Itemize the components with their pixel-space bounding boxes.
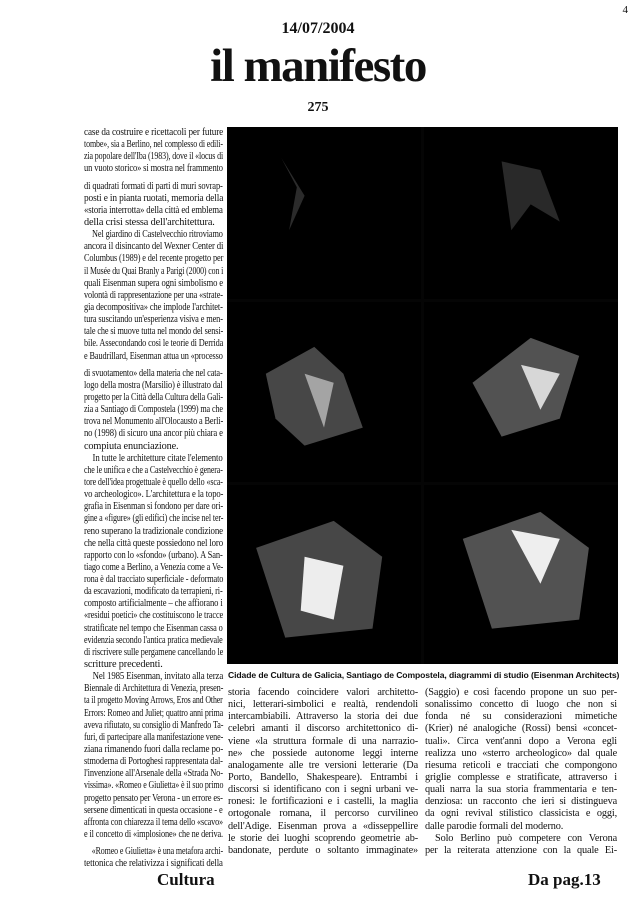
section-label: Cultura: [157, 870, 215, 889]
text-line: di riscrivere sulle pergamene cancellando le: [84, 646, 224, 658]
text-line: fonda né su considerazioni mimetiche: [425, 711, 617, 723]
text-line: vissima». «Romeo e Giulietta» è il suo primo: [84, 780, 224, 792]
text-line: ancora il disincanto del Wexner Center di: [84, 241, 224, 253]
text-line: dell'Adige. Eisenman prova a «disseppellire: [228, 820, 418, 832]
text-line: Porto, Bandello, Shakespeare). Entrambi i: [228, 771, 418, 783]
text-line: volontà di rappresentazione per una «strate-: [84, 289, 223, 301]
issue-number: 275: [307, 100, 329, 115]
diagram-panel: [227, 127, 421, 299]
text-line: affronta con chiarezza il tema dello «scavo»: [84, 816, 224, 828]
text-line: trova nel Monumento all'Olocausto a Berli-: [84, 416, 224, 428]
text-line: «Romeo e Giulietta» è una metafora archi-: [91, 846, 223, 858]
text-line: «residui poetici» che costituiscono le tracce: [84, 610, 224, 622]
text-line: che le unifica e che a Castelvecchio è genera-: [84, 464, 223, 476]
text-line: della crisi stessa dell'architettura.: [84, 216, 215, 228]
text-line: quali narra la sua storia frammentaria e ten-: [425, 784, 617, 796]
text-line: discorsi si identificano con i segni urbani ve-: [228, 784, 418, 796]
text-line: tettonica che relativizza i significati della: [84, 858, 223, 870]
text-line: vo archeologico». L'architettura e la topo-: [84, 489, 224, 501]
text-line: denziosa: un racconto che ieri si distingueva: [425, 796, 617, 808]
text-line: In tutte le architetture citate l'elemento: [92, 452, 223, 464]
text-line: nici, letterari-simbolici e realtà, rendendoli: [228, 699, 418, 711]
text-line: grafia in Eisenman si fondono per dare ori-: [84, 501, 224, 513]
text-line: Errors: Romeo and Juliet; quattro anni prima: [84, 707, 224, 719]
text-line: zia a Santiago di Compostela (1999) ma che: [84, 404, 223, 416]
text-line: case da costruire e ricettacoli per future: [84, 127, 224, 138]
text-line: l'invenzione all'Arsenale della «Strada No-: [84, 768, 223, 780]
text-line: tura suscitando un'esperienza visiva e men-: [84, 314, 223, 326]
diagram-panel: [424, 127, 618, 299]
text-line: progetto pensato per Verona - un errore es-: [84, 792, 223, 804]
text-line: Solo Berlino può competere con Verona: [435, 832, 617, 844]
text-line: gia decompositiva» che implode l'architet-: [84, 301, 223, 313]
text-line: scritture precedenti.: [84, 659, 163, 671]
text-line: Biennale di Architettura di Venezia, presen-: [84, 683, 224, 695]
text-line: celebri amanti il discorso architettonico di-: [228, 723, 418, 735]
text-line: ta il progetto Moving Arrows, Eros and Other: [84, 695, 223, 707]
text-line: e il concetto di «implosione» che ne deriva.: [84, 829, 223, 841]
page-number: 4: [622, 4, 628, 16]
text-line: tore dell'idea progettuale è quello dello «sca-: [84, 476, 223, 488]
text-line: e Baudrillard, Eisenman attua un «processo: [84, 350, 223, 362]
text-line: da escavazioni, modificato da terrapieni, ri-: [84, 586, 223, 598]
text-line: storia facendo coincidere valori architetto-: [228, 687, 418, 698]
text-line: bandonate, perdute o soltanto immaginate»: [228, 844, 418, 856]
issue-date: 14/07/2004: [281, 20, 355, 37]
text-line: posti e in pianta ruotati, memoria della: [84, 192, 224, 204]
text-line: progetto per la Città della Cultura della Gali-: [84, 391, 223, 403]
text-line: quali Eisenman supera ogni simbolismo e: [84, 277, 224, 289]
diagram-panel: [227, 485, 421, 665]
article-column-middle: [228, 687, 418, 857]
text-line: aveva rifiutato, su consiglio di Manfredo Ta-: [84, 719, 224, 731]
text-line: ziana rimanendo fuori dalla reclame po-: [84, 744, 224, 756]
diagram-panel: [227, 302, 421, 482]
text-line: che nella città queste possiedono nel loro: [84, 537, 223, 549]
text-line: no (1998) di sicuro una ancor più chiara e: [84, 428, 223, 440]
text-line: bile. Assecondando così le teorie di Derrida: [84, 338, 224, 350]
text-line: stratificate nel tempo che Eisenman cassa o: [84, 622, 223, 634]
text-line: viene «la struttura formale di una narrazio-: [228, 735, 418, 747]
continued-from-label: Da pag.13: [528, 870, 601, 889]
text-line: ortogonale romana, il percorso curvilineo: [228, 808, 418, 820]
text-line: da ogni revival stilistico classicista e oggi,: [425, 808, 617, 820]
masthead: il manifesto: [210, 40, 426, 92]
text-line: di svuotamento» della materia che nel cata-: [84, 367, 223, 379]
text-line: compiuta enunciazione.: [84, 440, 179, 452]
article-column-right: [425, 687, 617, 857]
text-line: ronesi: le fortificazioni e i castelli, la maglia: [228, 796, 418, 808]
text-line: Nel 1985 Eisenman, invitato alla terza: [92, 671, 224, 683]
text-line: intercambiabili. Attraverso la storia dei due: [228, 711, 418, 723]
text-line: griglie complesse e stratificate, attraverso i: [425, 771, 617, 783]
photo-caption: Cidade de Cultura de Galicia, Santiago de Compostela, diagrammi di studio (Eisenman Architects): [228, 670, 620, 680]
text-line: sonalissimo concetto di luogo che non si: [425, 699, 617, 711]
text-line: Nel giardino di Castelvecchio ritroviamo: [92, 229, 223, 241]
text-line: rona è dal tracciato superficiale - deformato: [84, 574, 224, 586]
text-line: dalle parodie formali del moderno.: [425, 820, 564, 832]
article-column-left: [84, 127, 223, 870]
text-line: (Krier) né analogiche (Rossi) bensì «concet-: [425, 723, 617, 735]
text-line: il Musée du Quai Branly a Parigi (2000) con i: [84, 265, 224, 277]
text-line: (Saggio) e così facendo propone un suo per-: [425, 687, 617, 698]
text-line: tuali». Circa vent'anni dopo a Verona egli: [425, 735, 617, 747]
text-line: rapporto con lo «sfondo» (urbano). A San-: [84, 549, 223, 561]
text-line: «storia interrotta» della città ed emblema: [84, 204, 223, 216]
text-line: tale che si muove tutta nel mondo del sensi-: [84, 326, 224, 338]
text-line: zia popolare dell'Iba (1983), dove il «locus di: [84, 151, 224, 163]
text-line: tiago come a Berlino, a Venezia come a Ve-: [84, 561, 224, 573]
text-line: per la reiterata attenzione con la quale Ei-: [425, 844, 617, 856]
text-line: stmoderna di Portoghesi rappresentata dal-: [84, 756, 223, 768]
diagram-panel: [424, 485, 618, 665]
text-line: ne» che possiede autonome leggi interne: [228, 747, 418, 759]
text-line: gine a «figure» (gli edifici) che incise nel ter-: [84, 513, 224, 525]
text-line: reno superano la tradizionale condizione: [84, 525, 223, 537]
text-line: Columbus (1989) e del recente progetto per: [84, 253, 224, 265]
text-line: evidenzia secondo l'antica pratica medievale: [84, 634, 223, 646]
text-line: riesuma reticoli e tracciati che compongono: [425, 759, 617, 771]
text-line: un vuoto storico» si mostra nel frammento: [84, 163, 223, 175]
text-line: le storie dei luoghi scoprendo geometrie ab-: [228, 832, 418, 844]
diagram-panel: [424, 302, 618, 482]
photo-study-diagrams: [227, 127, 618, 664]
text-line: furi, di partecipare alla manifestazione vene-: [84, 731, 224, 743]
text-line: analogamente alle tre versioni letterarie (Da: [228, 759, 418, 771]
text-line: realizza uno «sterro archeologico» dal quale: [425, 747, 617, 759]
text-line: composto artificialmente – che affiorano i: [84, 598, 223, 610]
text-line: di quadrati formati di parti di muri sovrap-: [84, 180, 223, 192]
text-line: logo della mostra (Marsilio) è illustrato dal: [84, 379, 223, 391]
text-line: tombe», sia a Berlino, nel complesso di edili-: [84, 139, 223, 151]
text-line: sersene dimenticati in questa occasione - e: [84, 804, 223, 816]
